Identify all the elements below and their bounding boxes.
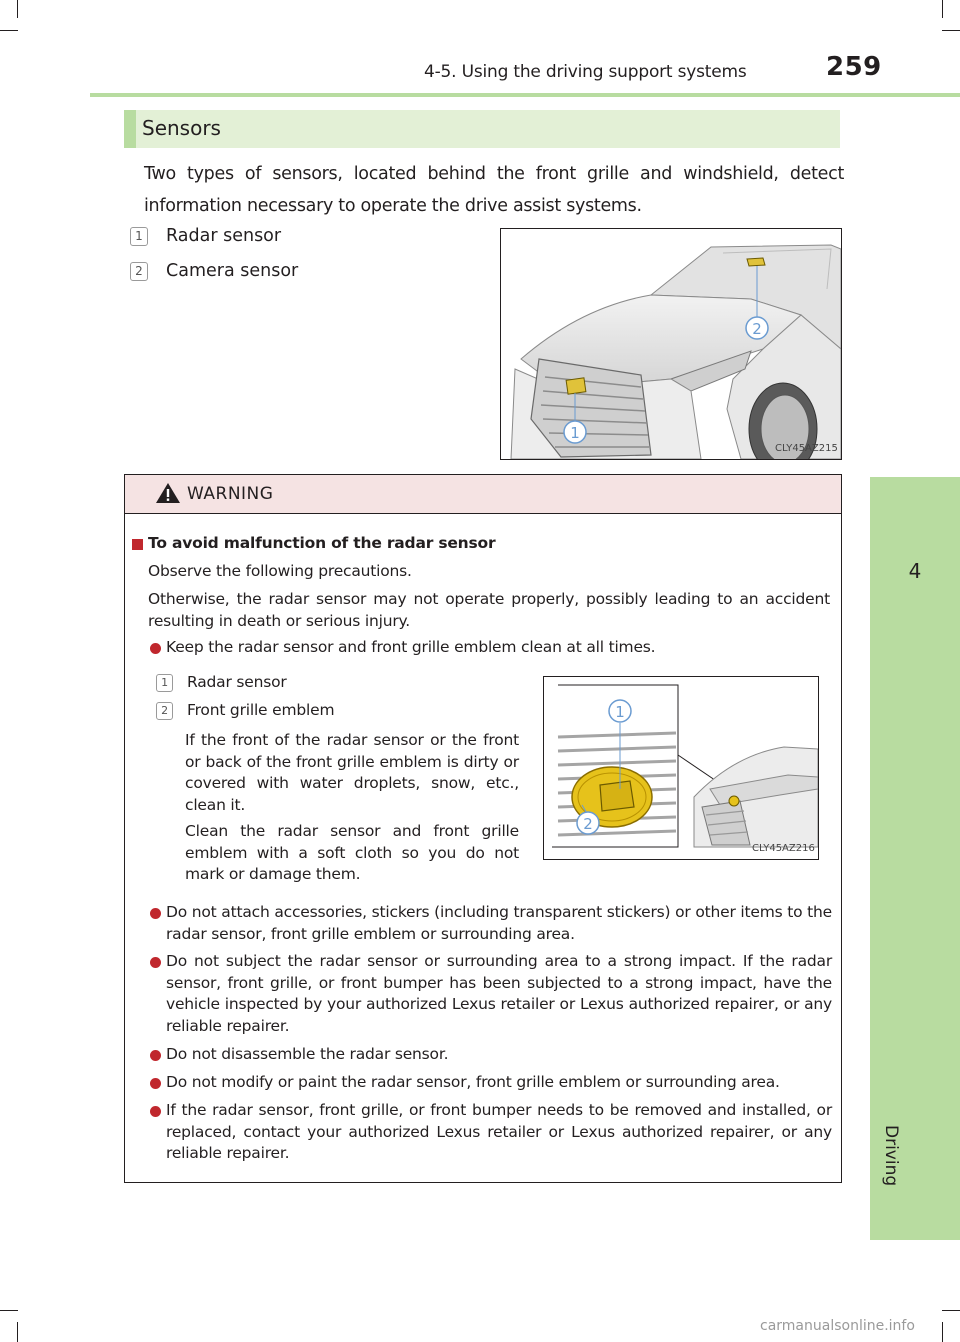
car-drawing (501, 229, 841, 459)
bullet-dot (150, 1106, 161, 1117)
warning-bullet-6: If the radar sensor, front grille, or front bumper needs to be removed and installed, or replaced, contact your authorized Lexus retailer or Lexus authorized repairer, or any reliable repairer. (166, 1101, 832, 1162)
sensors-heading (124, 110, 840, 148)
legend-label: Camera sensor (166, 261, 299, 281)
warning-triangle-icon (155, 482, 181, 504)
chapter-label: Driving (881, 1125, 901, 1187)
warning-bullet-1: Keep the radar sensor and front grille emblem clean at all times. (166, 638, 656, 656)
warning-bullet-4: Do not disassemble the radar sensor. (166, 1045, 449, 1063)
warning-bullet-3: Do not subject the radar sensor or surrounding area to a strong impact. If the radar sensor, front grille, or front bumper has been subjected to a strong impact, have the vehicle inspected by your authorized Lexus retailer or Lexus authorized repairer, or any reliable repairer. (166, 952, 832, 1035)
section-title: 4-5. Using the driving support systems (424, 62, 747, 82)
car-illustration (500, 228, 842, 460)
warning-legend-item (156, 700, 334, 722)
svg-text:2: 2 (583, 815, 593, 833)
chapter-tab (870, 477, 960, 1240)
bullet-dot (150, 1050, 161, 1061)
grille-illustration (543, 676, 819, 860)
sensors-heading-title: Sensors (142, 116, 221, 140)
chapter-number: 4 (908, 559, 922, 583)
legend-label: Front grille emblem (187, 701, 335, 719)
warning-legend-item (156, 672, 287, 694)
warning-title: WARNING (187, 484, 274, 504)
crop-mark (0, 30, 18, 31)
legend-item (130, 226, 281, 246)
page-number: 259 (826, 52, 882, 82)
crop-mark (17, 1322, 18, 1342)
warning-intro-1: Observe the following precautions. (148, 562, 412, 580)
square-bullet (132, 539, 143, 550)
legend-number-badge: 1 (130, 227, 148, 246)
crop-mark (942, 30, 960, 31)
warning-note-1: If the front of the radar sensor or the front or back of the front grille emblem is dirty or covered with water droplets, snow, etc., clean it. (185, 731, 519, 814)
grille-drawing (544, 677, 818, 859)
sensors-intro: Two types of sensors, located behind the front grille and windshield, detect information necessary to operate the drive assist systems. (144, 164, 844, 216)
header-rule (90, 93, 960, 97)
bullet-dot (150, 1078, 161, 1089)
svg-text:2: 2 (752, 320, 762, 338)
legend-label: Radar sensor (166, 226, 282, 246)
legend-number-badge: 2 (130, 262, 148, 281)
legend-number-badge: 1 (156, 674, 173, 692)
svg-text:1: 1 (615, 703, 625, 721)
crop-mark (0, 1310, 18, 1311)
warning-header (125, 475, 841, 514)
heading-accent-bar (124, 110, 136, 148)
bullet-dot (150, 908, 161, 919)
crop-mark (942, 1310, 960, 1311)
figure-code: CLY45AZ215 (775, 443, 838, 454)
legend-number-badge: 2 (156, 702, 173, 720)
watermark: carmanualsonline.info (760, 1318, 915, 1334)
bullet-dot (150, 957, 161, 968)
warning-bullet-2: Do not attach accessories, stickers (including transparent stickers) or other items to the radar sensor, front grille emblem or surrounding area. (166, 903, 832, 943)
legend-item (130, 261, 298, 281)
warning-bullet-5: Do not modify or paint the radar sensor, front grille emblem or surrounding area. (166, 1073, 780, 1091)
crop-mark (942, 0, 943, 18)
warning-intro-2: Otherwise, the radar sensor may not operate properly, possibly leading to an accident resulting in death or serious injury. (148, 590, 830, 630)
warning-subheading: To avoid malfunction of the radar sensor (148, 534, 496, 552)
figure-code: CLY45AZ216 (752, 843, 815, 854)
warning-note-2: Clean the radar sensor and front grille emblem with a soft cloth so you do not mark or damage them. (185, 822, 519, 883)
legend-label: Radar sensor (187, 673, 287, 691)
svg-text:1: 1 (570, 424, 580, 442)
crop-mark (942, 1322, 943, 1342)
crop-mark (17, 0, 18, 18)
bullet-dot (150, 643, 161, 654)
